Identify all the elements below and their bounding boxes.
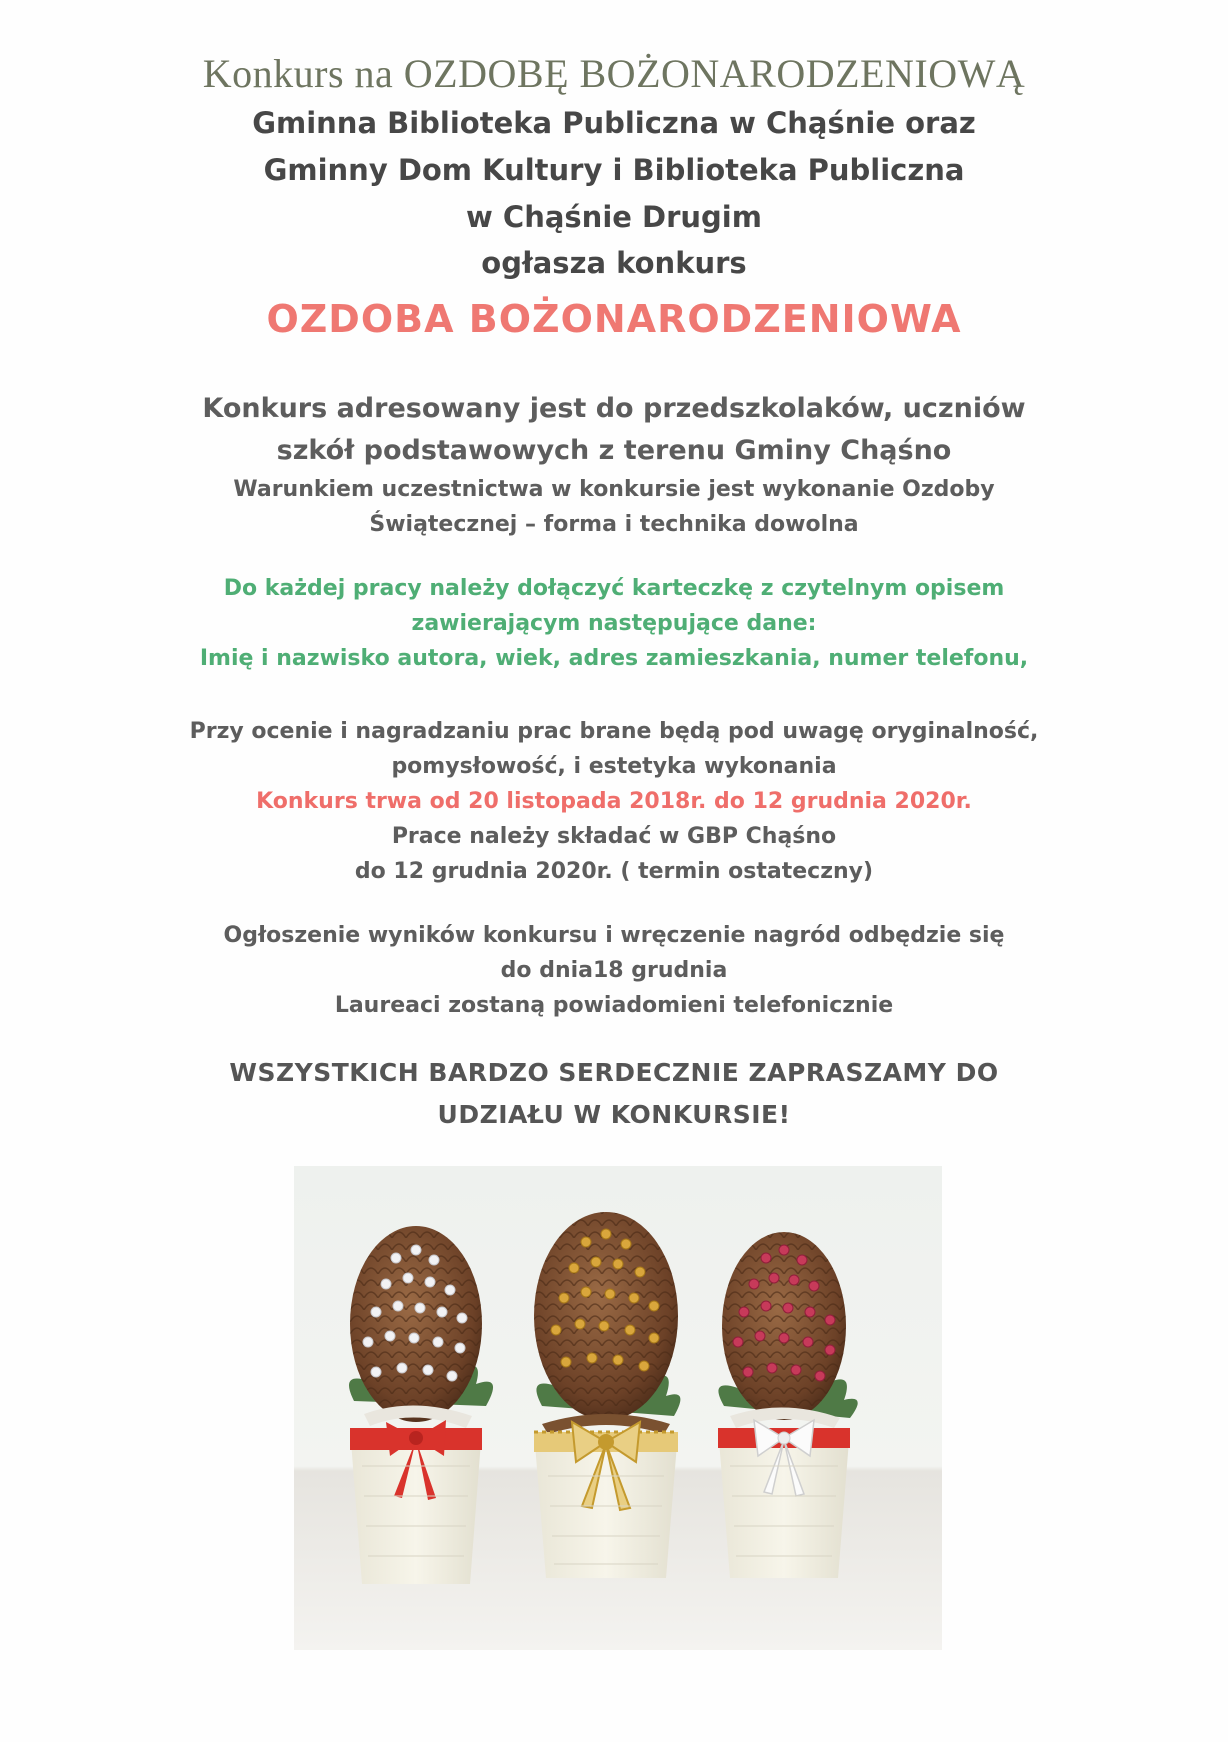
contest-duration: Konkurs trwa od 20 listopada 2018r. do 12 grudnia 2020r. <box>256 789 972 814</box>
pine-cone-middle <box>534 1212 680 1578</box>
audience-line-2: szkół podstawowych z terenu Gminy Chąśno <box>276 435 952 466</box>
invitation-line-2: UDZIAŁU W KONKURSIE! <box>437 1100 791 1129</box>
condition-line-2: Świątecznej – forma i technika dowolna <box>369 512 859 537</box>
condition-line-1: Warunkiem uczestnictwa w konkursie jest wykonanie Ozdoby <box>233 477 995 502</box>
pine-cone-right <box>718 1232 858 1578</box>
organizer-line-1: Gminna Biblioteka Publiczna w Chąśnie oraz <box>252 106 976 140</box>
organizer-line-2: Gminny Dom Kultury i Biblioteka Publiczna <box>263 153 965 187</box>
contest-name-heading: OZDOBA BOŻONARODZENIOWA <box>266 297 962 341</box>
audience-line-1: Konkurs adresowany jest do przedszkolaków, uczniów <box>202 393 1026 424</box>
poster-title: Konkurs na OZDOBĘ BOŻONARODZENIOWĄ <box>202 51 1026 96</box>
evaluation-line-2: pomysłowość, i estetyka wykonania <box>391 754 837 779</box>
submission-line-2: do 12 grudnia 2020r. ( termin ostateczny) <box>354 859 874 884</box>
submission-line-1: Prace należy składać w GBP Chąśno <box>391 824 837 849</box>
label-info-line-2: zawierającym następujące dane: <box>411 611 817 636</box>
label-info-line-1: Do każdej pracy należy dołączyć karteczkę z czytelnym opisem <box>223 576 1005 601</box>
pine-cone-decorations-photo <box>294 1166 942 1650</box>
results-line-2: do dnia18 grudnia <box>500 958 728 983</box>
invitation-line-1: WSZYSTKICH BARDZO SERDECZNIE ZAPRASZAMY DO <box>229 1058 999 1087</box>
organizer-line-3: w Chąśnie Drugim <box>466 200 762 234</box>
evaluation-line-1: Przy ocenie i nagradzaniu prac brane będą pod uwagę oryginalność, <box>189 719 1039 744</box>
label-info-line-3: Imię i nazwisko autora, wiek, adres zamieszkania, numer telefonu, <box>199 646 1029 671</box>
organizer-line-4: ogłasza konkurs <box>481 246 747 280</box>
results-line-3: Laureaci zostaną powiadomieni telefonicznie <box>334 993 894 1018</box>
results-line-1: Ogłoszenie wyników konkursu i wręczenie nagród odbędzie się <box>223 923 1005 948</box>
